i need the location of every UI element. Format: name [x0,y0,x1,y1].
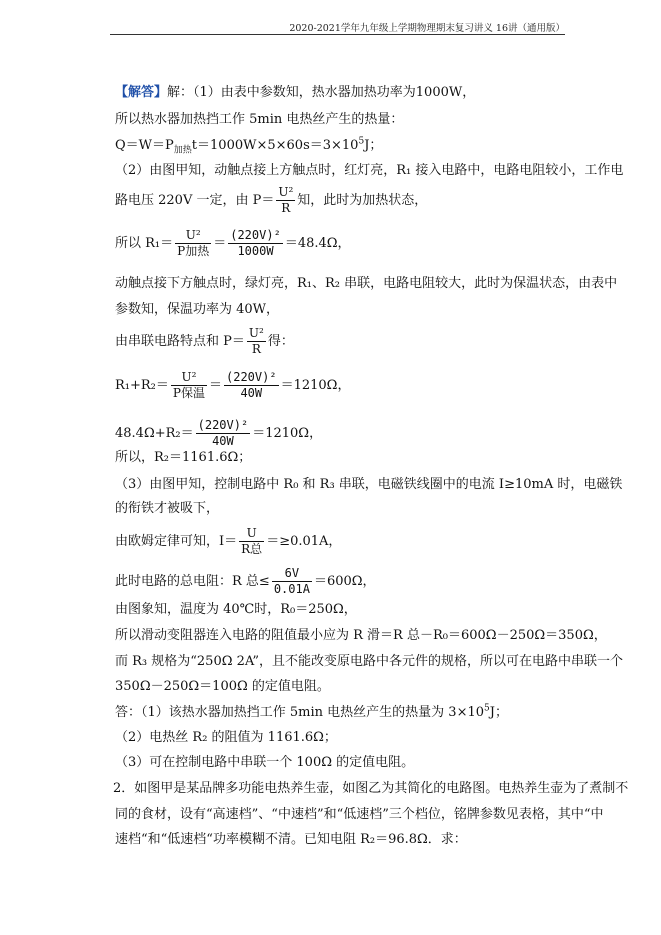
fraction-numerator: (220V)² [197,418,249,432]
eq-part: ＝600Ω， [313,574,376,589]
fraction-denominator: 40W [240,386,263,400]
text-line: 同的食材，设有“高速档”、“中速档”和“低速档”三个档位，铭牌参数见表格，其中“中 [115,807,604,822]
answer-tag: 【解答】 [115,85,168,100]
fraction [276,185,295,216]
text-line: 350Ω－250Ω＝100Ω 的定值电阻。 [115,679,330,694]
text-line: 所以，R₂＝1161.6Ω； [115,450,252,465]
eq-part: 知，此时为加热状态， [297,193,428,208]
eq-part: 此时电路的总电阻：R 总≤ [115,574,270,589]
eq-part: 由欧姆定律可知，I＝ [115,534,238,549]
fraction-numerator: 6V [272,566,312,582]
fraction [171,370,207,401]
fraction-numerator: (220V)² [230,228,281,242]
eq-sub: 加热 [173,145,192,156]
answer-summary-line [115,704,508,722]
eq-sup: 5 [358,136,365,147]
equation-line [115,526,341,557]
text-line: （2）由图甲知，动触点接上方触点时，红灯亮，R₁ 接入电路中，电路电阻较小，工作电 [115,163,624,178]
answer-line-1 [115,84,475,102]
equation-line [115,185,427,216]
equation-line [115,370,350,401]
fraction [224,370,279,401]
fraction-denominator: R [251,342,261,356]
eq-part: ＝ [208,378,222,393]
fraction [272,566,312,597]
eq-part: Q＝W＝P [115,138,174,153]
text-span: 答：（1）该热水器加热挡工作 5min 电热丝产生的热量为 3×10 [115,705,485,720]
text-line: （3）由图甲知，控制电路中 R₀ 和 R₃ 串联，电磁铁线圈中的电流 I≥10mA 时，电磁铁 [115,477,623,492]
fraction [239,526,264,557]
fraction-denominator: 40W [212,434,234,448]
eq-part: 由串联电路特点和 P＝ [115,334,245,349]
text-line: 参数知，保温功率为 40W， [115,302,280,317]
fraction-numerator: U² [175,228,211,244]
eq-part: ＝1210Ω， [252,426,323,441]
fraction [247,326,266,357]
fraction-denominator: P加热 [177,244,210,258]
eq-part: ＝≥0.01A， [266,534,342,549]
equation-line [115,137,382,155]
eq-sup: 5 [484,703,490,714]
eq-part: ＝ [213,236,227,251]
text-line: 动触点接下方触点时，绿灯亮，R₁、R₂ 串联，电路电阻较大，此时为保温状态，由表中 [115,276,618,291]
text-line: 所以滑动变阻器连入电路的阻值最小应为 R 滑＝R 总－R₀＝600Ω－250Ω＝350Ω， [115,628,607,643]
header-rule [110,34,565,35]
eq-part: R₁+R₂＝ [115,378,169,393]
text-line: 而 R₃ 规格为“250Ω 2A”，且不能改变原电路中各元件的规格，所以可在电路中串联一个 [115,654,624,669]
eq-part: ＝48.4Ω， [284,236,351,251]
text-line: 所以热水器加热挡工作 5min 电热丝产生的热量： [115,112,404,127]
text-line: （2）电热丝 R₂ 的阻值为 1161.6Ω； [115,730,337,745]
equation-line [115,326,294,357]
fraction-denominator: R [281,201,291,215]
equation-line [115,228,351,259]
equation-line [115,418,322,449]
question-2-line: 2．如图甲是某品牌多功能电热养生壶，如图乙为其简化的电路图。电热养生壶为了煮制不 [113,781,629,796]
eq-part: t＝1000W×5×60s＝3×10 [191,138,359,153]
fraction-denominator: 0.01A [273,582,310,596]
text-line: 的衔铁才被吸下， [115,501,220,516]
text-span: J； [489,705,508,720]
eq-part: 路电压 220V 一定，由 P＝ [115,193,275,208]
eq-part: 所以 R₁＝ [115,236,174,251]
fraction [175,228,211,259]
fraction-numerator: U [239,526,264,542]
eq-part: J； [364,138,383,153]
text-line: （3）可在控制电路中串联一个 100Ω 的定值电阻。 [115,755,415,770]
text-span: 解：（1）由表中参数知，热水器加热功率为1000W， [167,85,476,100]
fraction-denominator: P保温 [172,386,205,400]
fraction [196,418,251,449]
fraction [228,228,283,259]
fraction-numerator: U² [278,185,294,199]
fraction-denominator: 1000W [237,244,274,258]
equation-line [115,566,376,597]
fraction-numerator: (220V)² [226,370,277,384]
eq-part: 48.4Ω+R₂＝ [115,426,194,441]
fraction-numerator: U² [248,326,264,340]
text-line: 由图象知，温度为 40℃时，R₀＝250Ω， [115,602,357,617]
fraction-denominator: R总 [241,542,263,556]
page-header: 2020-2021学年九年级上学期物理期末复习讲义 16讲（通用版） [289,23,565,34]
fraction-numerator: U² [171,370,207,386]
eq-part: ＝1210Ω， [280,378,351,393]
eq-part: 得： [267,334,294,349]
text-line: 速档“和“低速档“功率模糊不清。已知电阻 R₂＝96.8Ω．求： [115,832,467,847]
